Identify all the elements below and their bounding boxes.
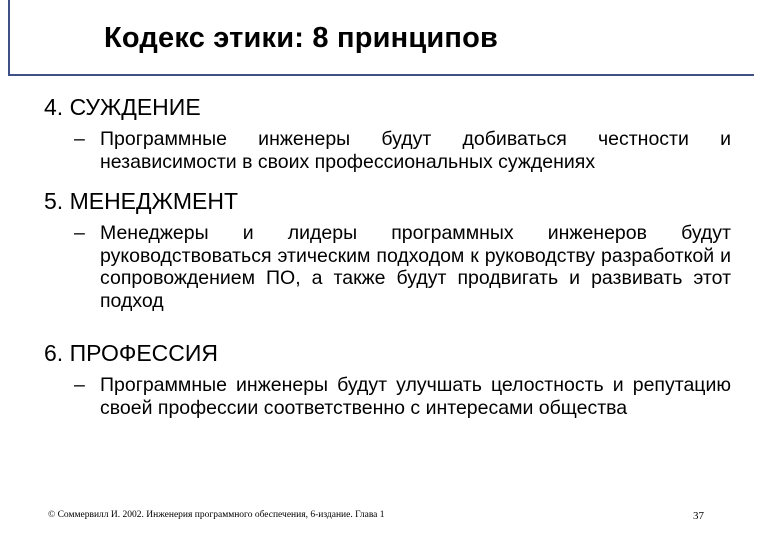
section-management [44,188,734,312]
section-heading: 5. МЕНЕДЖМЕНТ [44,188,238,214]
section-bullet [44,222,731,312]
bullet-text: Менеджеры и лидеры программных инженеров будут руководствоваться этическим подходом к руководству разработкой и сопровождением ПО, а также будут продвигать и развивать этот подход [100,222,731,312]
page-number: 37 [693,510,704,522]
slide-title: Кодекс этики: 8 принципов [104,22,499,54]
section-heading: 4. СУЖДЕНИЕ [44,94,201,120]
section-heading: 6. ПРОФЕССИЯ [44,340,219,366]
title-frame-bottom-border [8,74,754,76]
section-bullet [44,374,731,419]
section-bullet [44,128,731,173]
bullet-text: Программные инженеры будут улучшать целостность и репутацию своей профессии соответственно с интересами общества [100,374,731,419]
title-frame-left-border [8,0,10,76]
bullet-text: Программные инженеры будут добиваться честности и независимости в своих профессиональных суждениях [100,128,731,173]
section-judgment [44,94,734,173]
dash-marker: – [74,374,85,396]
section-profession [44,340,734,419]
footer-source: © Соммервилл И. 2002. Инженерия программного обеспечения, 6-издание. Глава 1 [48,510,385,520]
dash-marker: – [74,128,85,150]
dash-marker: – [74,222,85,244]
